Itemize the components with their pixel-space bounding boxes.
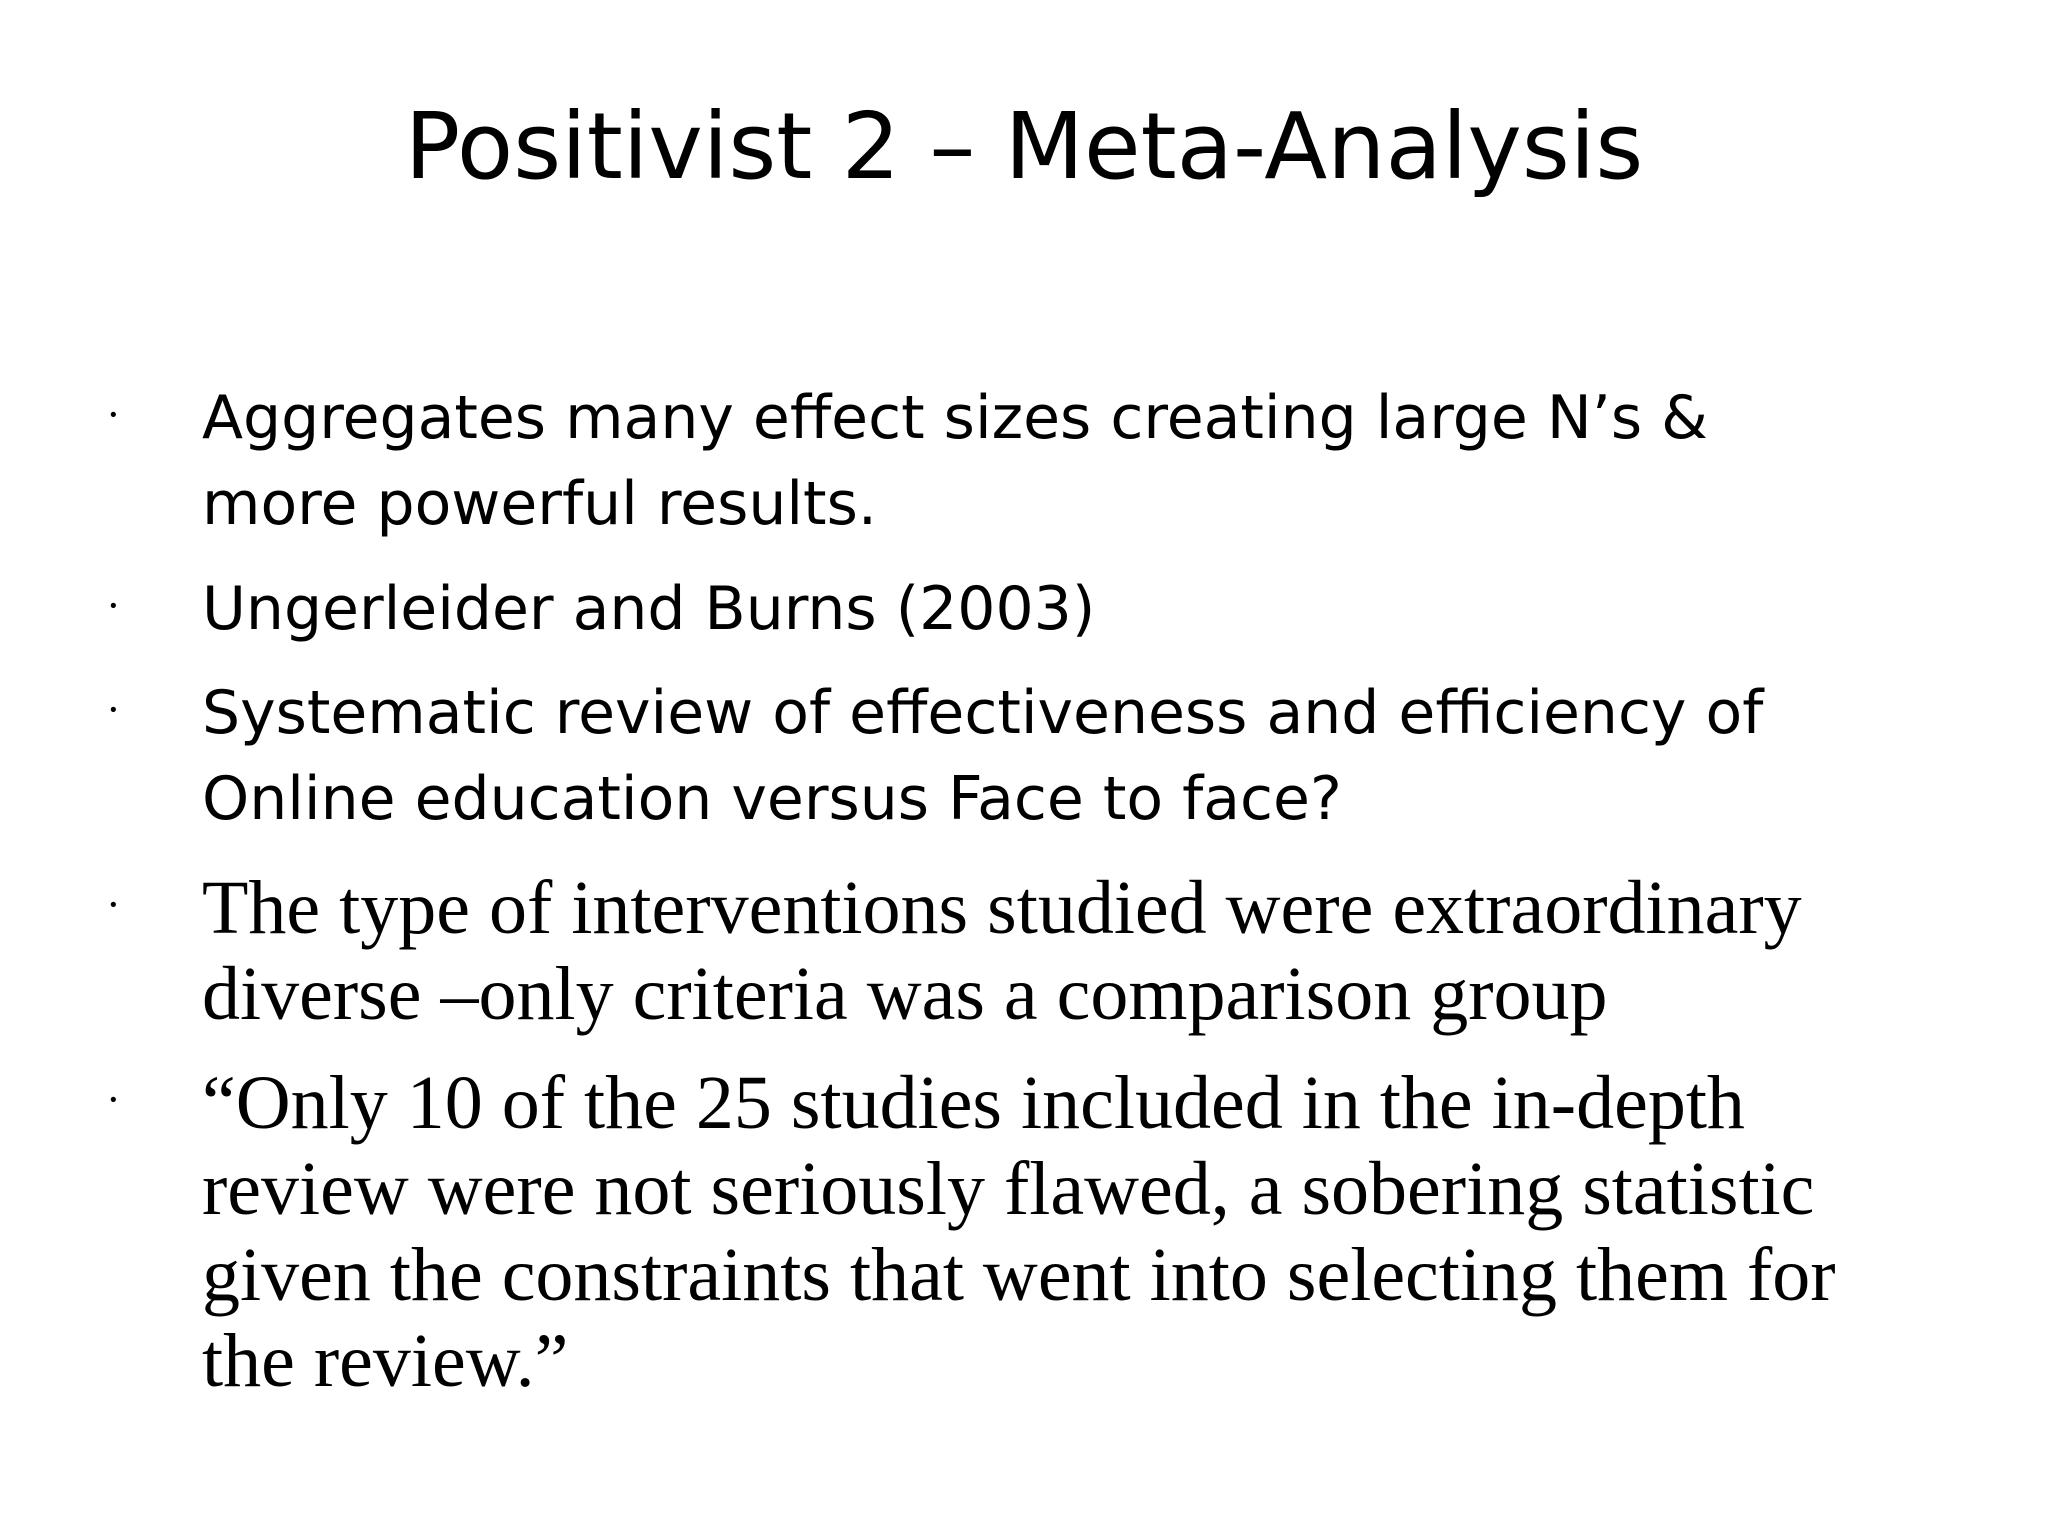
bullet-text xyxy=(202,1060,1962,1404)
bullet-line: Ungerleider and Burns (2003) xyxy=(202,574,1096,644)
bullet-marker: · xyxy=(106,581,121,630)
bullet-line: review were not seriously flawed, a sobering statistic xyxy=(202,1147,1815,1231)
bullet-line: Aggregates many effect sizes creating large N’s & xyxy=(202,383,1708,453)
bullet-line: Systematic review of effectiveness and efficiency of xyxy=(202,678,1764,748)
bullet-line: given the constraints that went into selecting them for xyxy=(202,1233,1836,1317)
bullet-line: The type of interventions studied were extraordinary xyxy=(202,866,1802,950)
bullet-line: Online education versus Face to face? xyxy=(202,764,1342,834)
bullet-marker: · xyxy=(106,685,121,734)
slide-title: Positivist 2 – Meta-Analysis xyxy=(404,93,1644,200)
bullet-marker: · xyxy=(106,1075,121,1124)
bullet-text xyxy=(202,375,1962,547)
bullet-text xyxy=(202,865,1962,1037)
bullet-line: the review.” xyxy=(202,1319,569,1403)
bullet-text xyxy=(202,566,1962,652)
bullet-marker: · xyxy=(106,880,121,929)
bullet-text xyxy=(202,670,1962,842)
bullet-line: more powerful results. xyxy=(202,469,877,539)
bullet-line: diverse –only criteria was a comparison group xyxy=(202,952,1608,1036)
bullet-marker: · xyxy=(106,390,121,439)
bullet-line: “Only 10 of the 25 studies included in the in-depth xyxy=(202,1061,1745,1145)
